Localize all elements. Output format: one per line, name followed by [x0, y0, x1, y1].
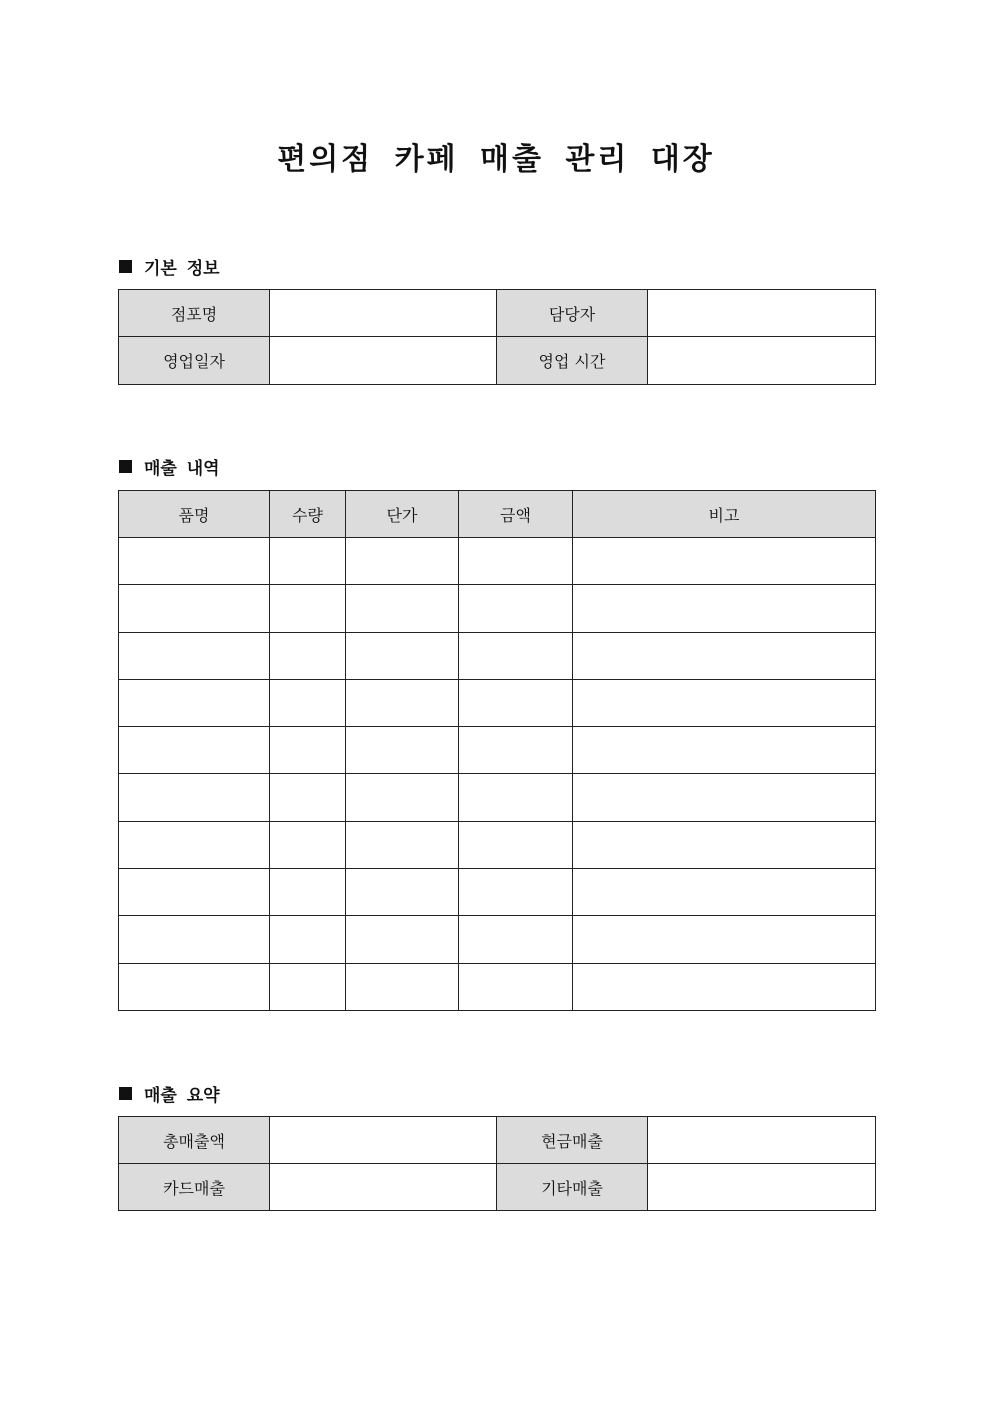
remarks-cell[interactable] [573, 916, 876, 963]
square-bullet-icon [119, 1087, 132, 1100]
unit-price-cell[interactable] [346, 538, 459, 585]
quantity-cell[interactable] [270, 916, 346, 963]
column-header-quantity: 수량 [270, 491, 346, 538]
unit-price-cell[interactable] [346, 821, 459, 868]
square-bullet-icon [119, 460, 132, 473]
item-name-cell[interactable] [119, 869, 270, 916]
amount-cell[interactable] [459, 916, 573, 963]
table-row [119, 679, 876, 726]
card-sales-field[interactable] [270, 1164, 497, 1211]
store-name-label: 점포명 [119, 290, 270, 337]
sales-details-table [118, 490, 876, 1011]
section-heading-label: 기본 정보 [144, 259, 220, 279]
cash-sales-field[interactable] [648, 1117, 876, 1164]
basic-info-table [118, 289, 876, 385]
item-name-cell[interactable] [119, 538, 270, 585]
amount-cell[interactable] [459, 727, 573, 774]
amount-cell[interactable] [459, 869, 573, 916]
section-heading-sales-details [119, 454, 220, 479]
quantity-cell[interactable] [270, 963, 346, 1010]
amount-cell[interactable] [459, 679, 573, 726]
remarks-cell[interactable] [573, 632, 876, 679]
table-row [119, 1164, 876, 1211]
quantity-cell[interactable] [270, 538, 346, 585]
unit-price-cell[interactable] [346, 963, 459, 1010]
unit-price-cell[interactable] [346, 679, 459, 726]
table-row [119, 821, 876, 868]
item-name-cell[interactable] [119, 585, 270, 632]
remarks-cell[interactable] [573, 679, 876, 726]
remarks-cell[interactable] [573, 538, 876, 585]
table-row [119, 774, 876, 821]
total-sales-label: 총매출액 [119, 1117, 270, 1164]
section-heading-label: 매출 요약 [144, 1086, 220, 1106]
item-name-cell[interactable] [119, 821, 270, 868]
table-row [119, 963, 876, 1010]
amount-cell[interactable] [459, 538, 573, 585]
cash-sales-label: 현금매출 [497, 1117, 648, 1164]
amount-cell[interactable] [459, 632, 573, 679]
remarks-cell[interactable] [573, 821, 876, 868]
quantity-cell[interactable] [270, 585, 346, 632]
quantity-cell[interactable] [270, 869, 346, 916]
unit-price-cell[interactable] [346, 727, 459, 774]
business-date-label: 영업일자 [119, 337, 270, 385]
table-row [119, 337, 876, 385]
quantity-cell[interactable] [270, 821, 346, 868]
item-name-cell[interactable] [119, 916, 270, 963]
unit-price-cell[interactable] [346, 585, 459, 632]
table-row [119, 290, 876, 337]
remarks-cell[interactable] [573, 869, 876, 916]
section-heading-label: 매출 내역 [144, 459, 220, 479]
unit-price-cell[interactable] [346, 774, 459, 821]
unit-price-cell[interactable] [346, 632, 459, 679]
manager-label: 담당자 [497, 290, 648, 337]
item-name-cell[interactable] [119, 679, 270, 726]
total-sales-field[interactable] [270, 1117, 497, 1164]
remarks-cell[interactable] [573, 963, 876, 1010]
page-title: 편의점 카페 매출 관리 대장 [277, 142, 715, 177]
section-heading-basic-info [119, 254, 220, 279]
unit-price-cell[interactable] [346, 916, 459, 963]
store-name-field[interactable] [270, 290, 497, 337]
remarks-cell[interactable] [573, 727, 876, 774]
other-sales-label: 기타매출 [497, 1164, 648, 1211]
section-heading-sales-summary [119, 1081, 220, 1106]
column-header-item-name: 품명 [119, 491, 270, 538]
quantity-cell[interactable] [270, 679, 346, 726]
table-row [119, 632, 876, 679]
column-header-remarks: 비고 [573, 491, 876, 538]
business-hours-field[interactable] [648, 337, 876, 385]
amount-cell[interactable] [459, 821, 573, 868]
quantity-cell[interactable] [270, 774, 346, 821]
unit-price-cell[interactable] [346, 869, 459, 916]
remarks-cell[interactable] [573, 585, 876, 632]
item-name-cell[interactable] [119, 774, 270, 821]
table-row [119, 538, 876, 585]
business-date-field[interactable] [270, 337, 497, 385]
business-hours-label: 영업 시간 [497, 337, 648, 385]
table-row [119, 727, 876, 774]
amount-cell[interactable] [459, 585, 573, 632]
column-header-unit-price: 단가 [346, 491, 459, 538]
table-header-row [119, 491, 876, 538]
item-name-cell[interactable] [119, 727, 270, 774]
amount-cell[interactable] [459, 774, 573, 821]
table-row [119, 1117, 876, 1164]
table-row [119, 916, 876, 963]
remarks-cell[interactable] [573, 774, 876, 821]
amount-cell[interactable] [459, 963, 573, 1010]
sales-summary-table [118, 1116, 876, 1211]
quantity-cell[interactable] [270, 632, 346, 679]
column-header-amount: 금액 [459, 491, 573, 538]
square-bullet-icon [119, 260, 132, 273]
quantity-cell[interactable] [270, 727, 346, 774]
table-row [119, 585, 876, 632]
item-name-cell[interactable] [119, 632, 270, 679]
table-row [119, 869, 876, 916]
card-sales-label: 카드매출 [119, 1164, 270, 1211]
other-sales-field[interactable] [648, 1164, 876, 1211]
item-name-cell[interactable] [119, 963, 270, 1010]
manager-field[interactable] [648, 290, 876, 337]
